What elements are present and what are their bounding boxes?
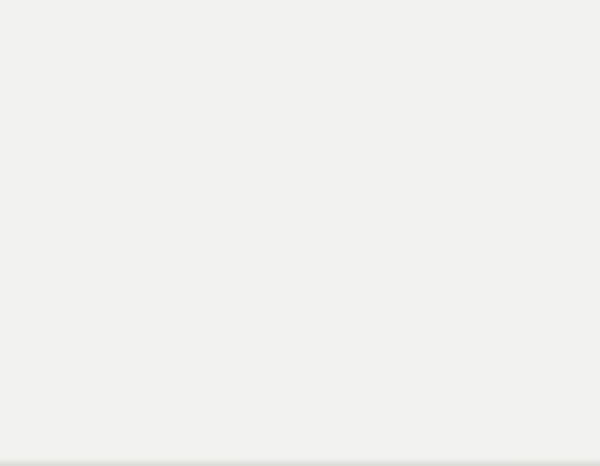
notice-line (8, 272, 592, 290)
notice-line (8, 237, 592, 255)
notice-line (8, 220, 592, 238)
notice-line (8, 343, 592, 361)
notice-line (8, 255, 592, 273)
notice-line (8, 413, 592, 431)
notice-line (8, 26, 592, 44)
notice-footer (10, 434, 590, 454)
notice-line (8, 114, 592, 132)
notice-line (8, 149, 592, 167)
notice-line (8, 395, 592, 413)
notice-body (8, 26, 592, 431)
notice-line (8, 96, 592, 114)
notice-line (8, 360, 592, 378)
notice-line (8, 44, 592, 62)
notice-line (8, 167, 592, 185)
notice-line (8, 378, 592, 396)
notice-line (8, 79, 592, 97)
notice-line (8, 61, 592, 79)
notice-line (8, 308, 592, 326)
notice-line (8, 132, 592, 150)
notice-line (8, 202, 592, 220)
notice-line (8, 325, 592, 343)
notice-line (8, 290, 592, 308)
scan-edge (0, 458, 600, 466)
notice-line (8, 184, 592, 202)
notice-title (8, 6, 592, 24)
